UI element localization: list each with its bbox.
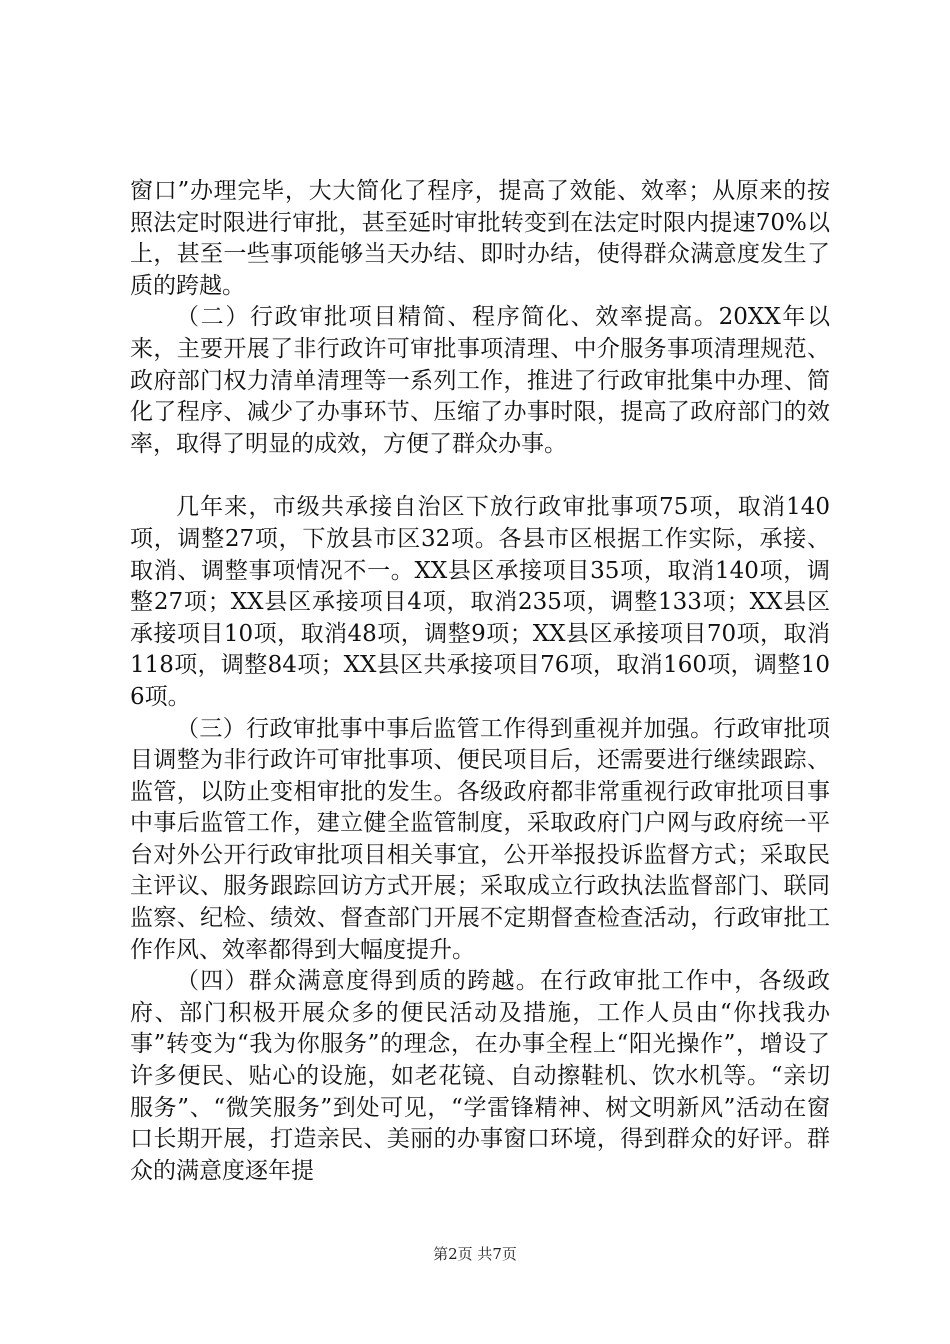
paragraph-section-2: （二）行政审批项目精简、程序简化、效率提高。20XX年以来，主要开展了非行政许可审批事项清理、中介服务事项清理规范、政府部门权力清单清理等一系列工作，推进了行政审批集中办理、简化了程序、减少了办事环节、压缩了办事时限，提高了政府部门的效率，取得了明显的成效，方便了群众办事。 bbox=[130, 304, 830, 457]
paragraph-continuation: 窗口”办理完毕，大大简化了程序，提高了效能、效率；从原来的按照法定时限进行审批，甚至延时审批转变到在法定时限内提速70%以上，甚至一些事项能够当天办结、即时办结，使得群众满意度发生了质的跨越。 bbox=[130, 178, 830, 299]
paragraph-section-4: （四）群众满意度得到质的跨越。在行政审批工作中，各级政府、部门积极开展众多的便民活动及措施，工作人员由“你找我办事”转变为“我为你服务”的理念，在办事全程上“阳光操作”，增设了许多便民、贴心的设施，如老花镜、自动擦鞋机、饮水机等。“亲切服务”、“微笑服务”到处可见，“学雷锋精神、树文明新风”活动在窗口长期开展，打造亲民、美丽的办事窗口环境，得到群众的好评。群众的满意度逐年提 bbox=[130, 968, 830, 1184]
document-body bbox=[130, 176, 830, 1187]
page-number-footer: 第2页 共7页 bbox=[433, 1245, 517, 1263]
paragraph-section-3: （三）行政审批事中事后监管工作得到重视并加强。行政审批项目调整为非行政许可审批事项、便民项目后，还需要进行继续跟踪、监管，以防止变相审批的发生。各级政府都非常重视行政审批项目事中事后监管工作，建立健全监管制度，采取政府门户网与政府统一平台对外公开行政审批项目相关事宜，公开举报投诉监督方式；采取民主评议、服务跟踪回访方式开展；采取成立行政执法监督部门、联同监察、纪检、绩效、督查部门开展不定期督查检查活动，行政审批工作作风、效率都得到大幅度提升。 bbox=[130, 715, 830, 963]
paragraph-gap bbox=[130, 460, 830, 492]
paragraph-statistics: 几年来，市级共承接自治区下放行政审批事项75项，取消140项，调整27项，下放县市区32项。各县市区根据工作实际，承接、取消、调整事项情况不一。XX县区承接项目35项，取消140项，调整27项；XX县区承接项目4项，取消235项，调整133项；XX县区承接项目10项，取消48项，调整9项；XX县区承接项目70项，取消118项，调整84项；XX县区共承接项目76项，取消160项，调整106项。 bbox=[130, 494, 830, 710]
